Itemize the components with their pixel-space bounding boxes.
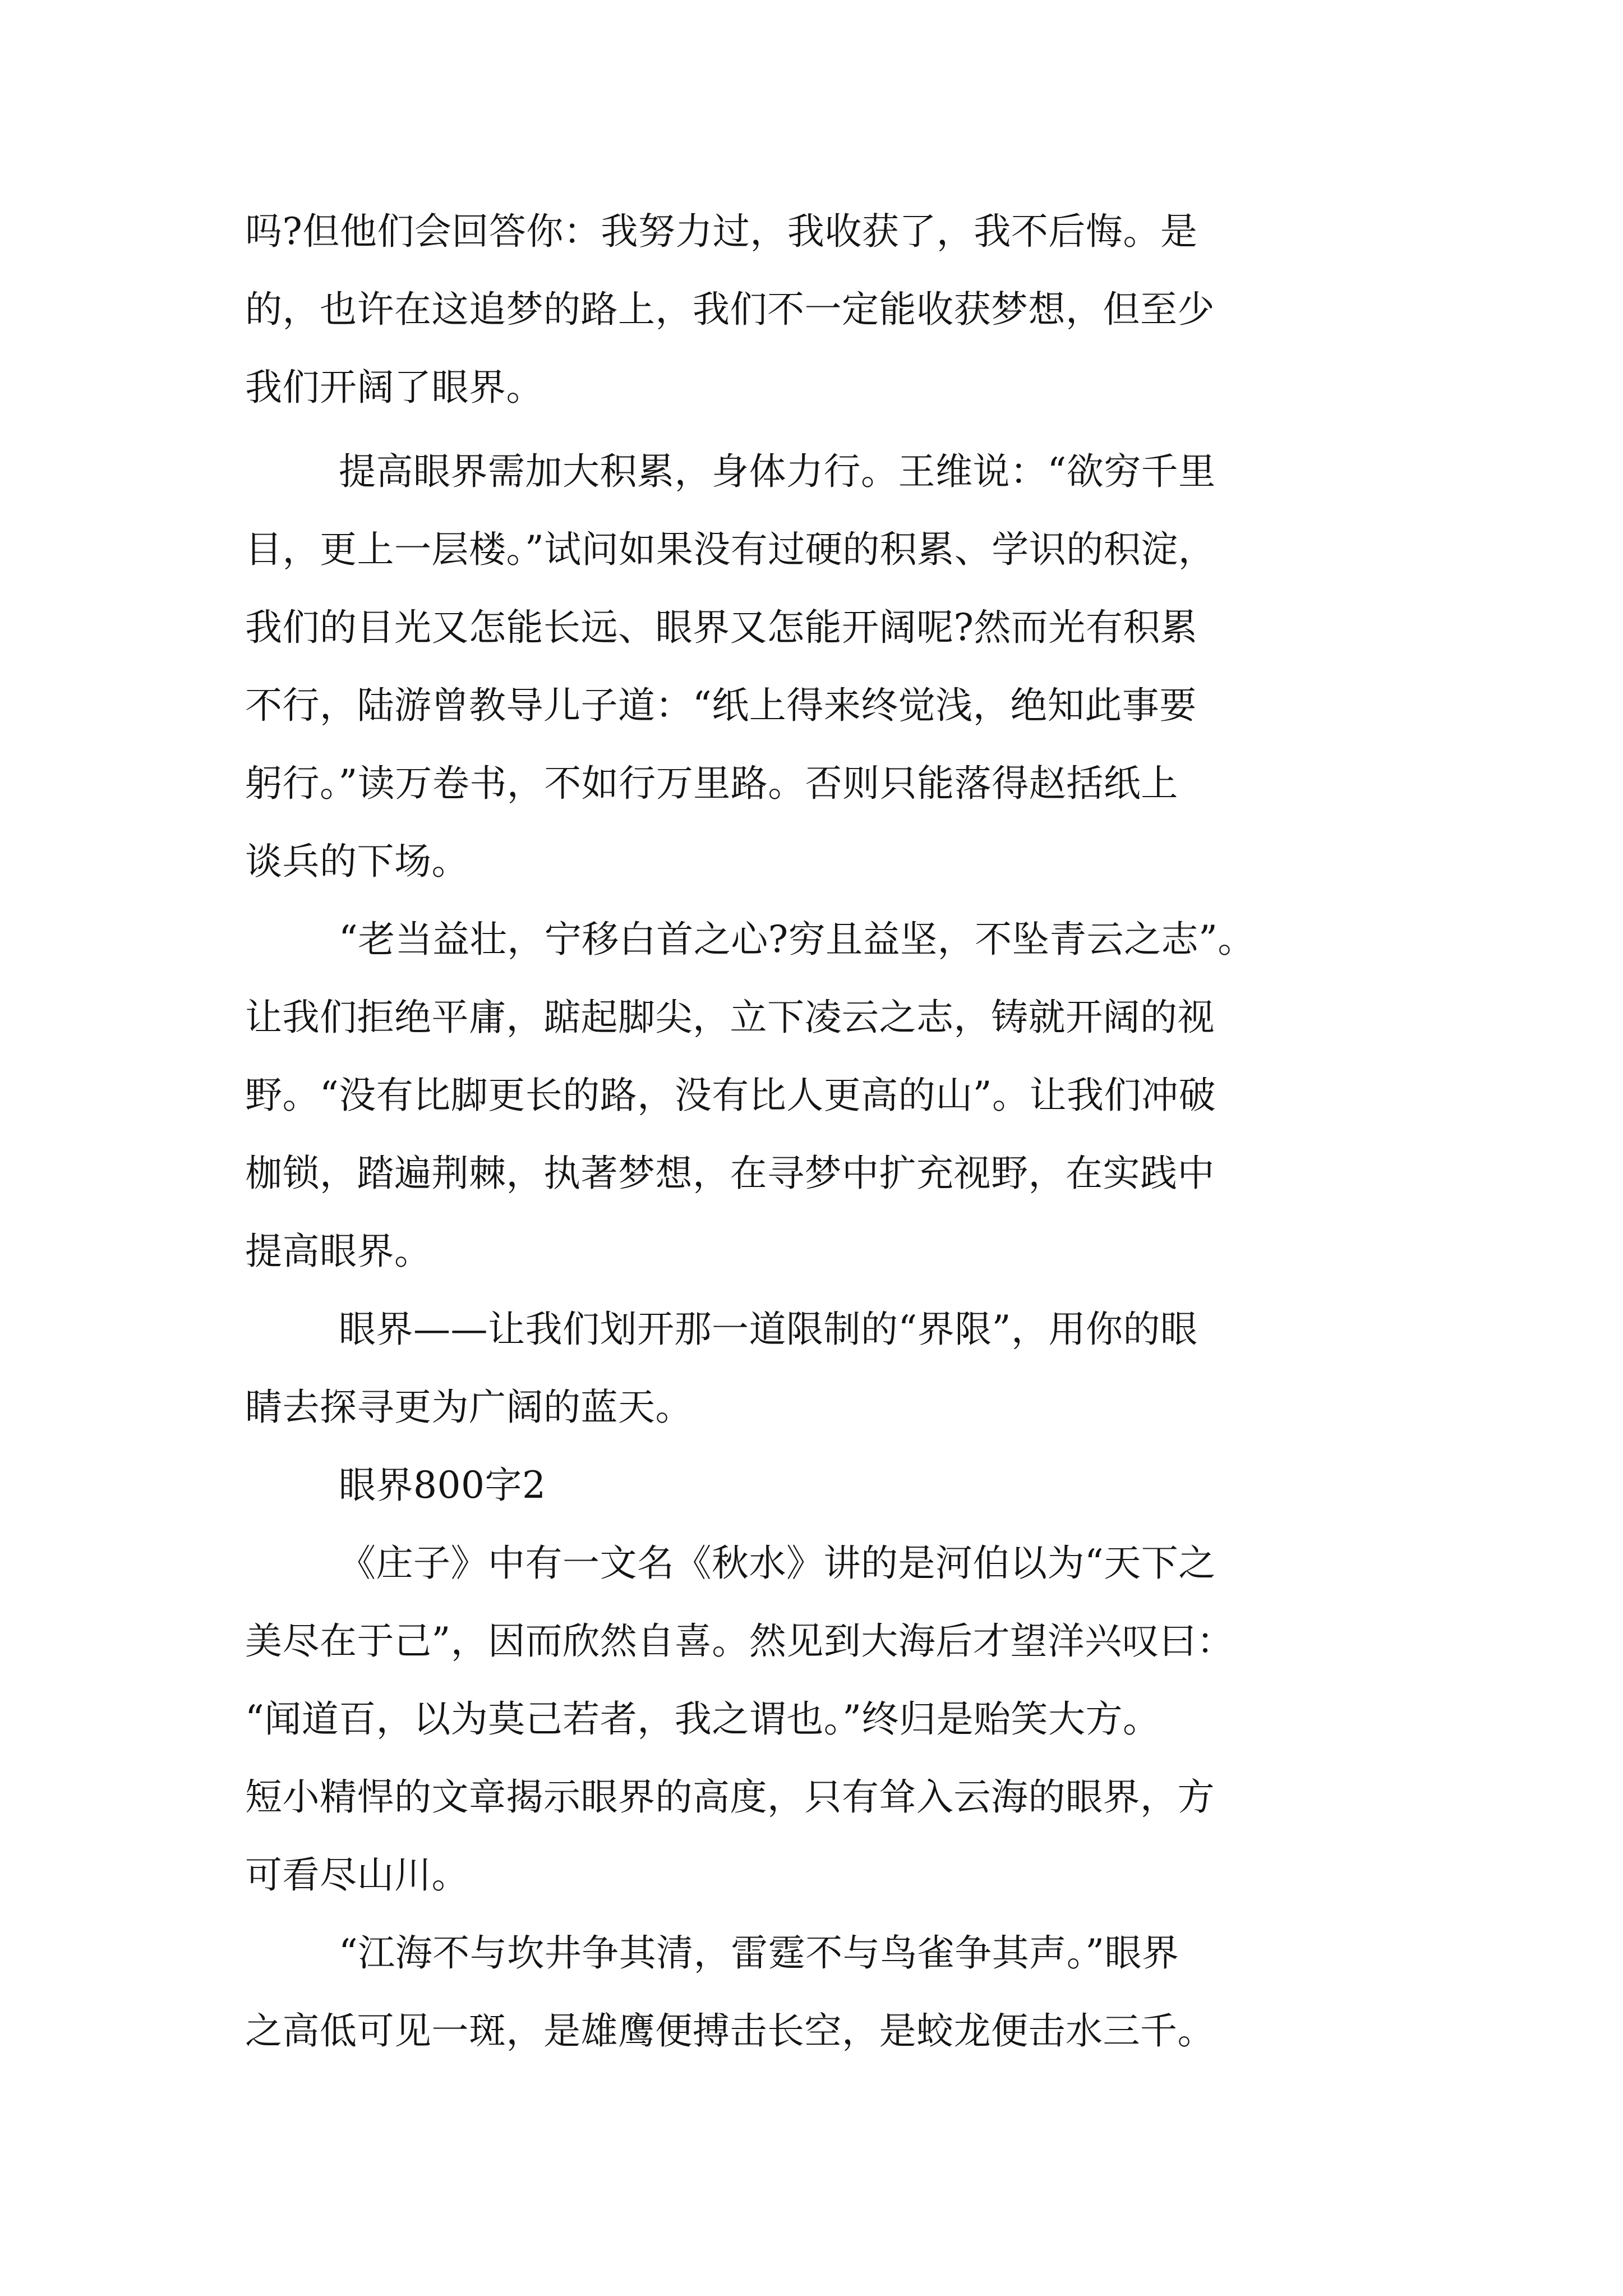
text-line: 可看尽山川。	[245, 1853, 469, 1897]
paragraph-first-line: “江海不与坎井争其清，雷霆不与鸟雀争其声。”眼界	[339, 1931, 1179, 1975]
text-line: 的，也许在这追梦的路上，我们不一定能收获梦想，但至少	[245, 288, 1215, 331]
text-line: 美尽在于己”，因而欣然自喜。然见到大海后才望洋兴叹曰：	[245, 1619, 1234, 1663]
text-line: 睛去探寻更为广阔的蓝天。	[245, 1386, 693, 1429]
text-line: 枷锁，踏遍荆棘，执著梦想，在寻梦中扩充视野，在实践中	[245, 1152, 1215, 1195]
text-line: “闻道百，以为莫己若者，我之谓也。”终归是贻笑大方。	[245, 1697, 1160, 1741]
text-line: 躬行。”读万卷书，不如行万里路。否则只能落得赵括纸上	[245, 762, 1178, 805]
section-heading: 眼界800字2	[339, 1464, 546, 1507]
text-line: 我们开阔了眼界。	[245, 366, 543, 409]
text-line: 谈兵的下场。	[245, 840, 469, 883]
paragraph-first-line: “老当益壮，宁移白首之心?穷且益坚，不坠青云之志”。	[339, 918, 1255, 961]
text-line: 不行，陆游曾教导儿子道：“纸上得来终觉浅，绝知此事要	[245, 684, 1197, 727]
text-line: 我们的目光又怎能长远、眼界又怎能开阔呢?然而光有积累	[245, 606, 1198, 649]
text-line: 野。“没有比脚更长的路，没有比人更高的山”。让我们冲破	[245, 1074, 1216, 1117]
text-line: 让我们拒绝平庸，踮起脚尖，立下凌云之志，铸就开阔的视	[245, 996, 1215, 1039]
text-line: 之高低可见一斑，是雄鹰便搏击长空，是蛟龙便击水三千。	[245, 2009, 1215, 2053]
paragraph-first-line: 眼界——让我们划开那一道限制的“界限”，用你的眼	[339, 1308, 1198, 1351]
text-line: 目，更上一层楼。”试问如果没有过硬的积累、学识的积淀，	[245, 528, 1216, 571]
text-line: 吗?但他们会回答你：我努力过，我收获了，我不后悔。是	[245, 210, 1198, 253]
text-line: 短小精悍的文章揭示眼界的高度，只有耸入云海的眼界，方	[245, 1775, 1215, 1819]
paragraph-first-line: 《庄子》中有一文名《秋水》讲的是河伯以为“天下之	[339, 1542, 1216, 1585]
paragraph-first-line: 提高眼界需加大积累，身体力行。王维说：“欲穷千里	[339, 450, 1216, 493]
text-line: 提高眼界。	[245, 1230, 432, 1273]
